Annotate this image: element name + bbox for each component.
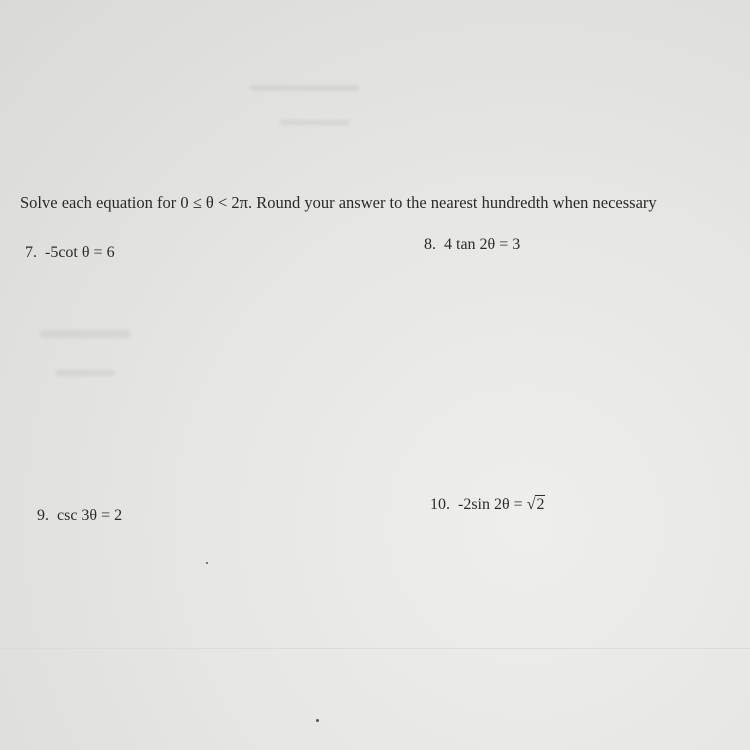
paper-speck: [206, 562, 208, 564]
problem-number: 8.: [424, 236, 436, 253]
square-root: [527, 496, 546, 514]
problem-number: 7.: [25, 244, 37, 261]
show-through-mark: [55, 370, 115, 376]
problem-number: 9.: [37, 507, 49, 524]
radical-sign: √: [526, 496, 536, 513]
show-through-mark: [280, 120, 350, 125]
problem-10: [430, 496, 545, 514]
problem-8: [424, 236, 520, 254]
problem-equation: 4 tan 2θ = 3: [444, 236, 521, 253]
problem-equation: csc 3θ = 2: [57, 507, 123, 524]
problem-7: [25, 244, 115, 262]
show-through-mark: [40, 330, 130, 338]
show-through-mark: [250, 85, 360, 91]
page-crease: [0, 648, 750, 649]
problem-9: [37, 507, 122, 525]
paper-speck: [316, 719, 319, 722]
problem-equation: -5cot θ = 6: [45, 244, 115, 261]
problem-equation: -2sin 2θ =: [458, 496, 527, 513]
problem-number: 10.: [430, 496, 450, 513]
instructions-text: Solve each equation for 0 ≤ θ < 2π. Round your answer to the nearest hundredth when necessary: [20, 193, 657, 212]
radicand: 2: [536, 496, 545, 513]
